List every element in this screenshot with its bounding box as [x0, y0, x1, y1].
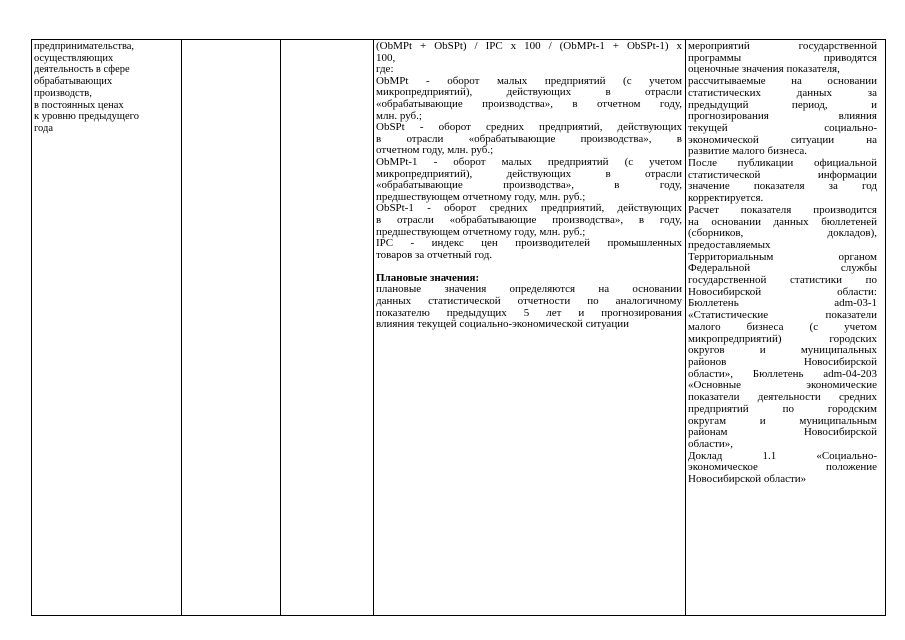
definition-line: «обрабатывающие производства», в отчетном году,: [376, 97, 682, 110]
text-line: в постоянных ценах: [34, 99, 124, 111]
data-table: [31, 39, 886, 616]
planned-line: данных статистической отчетности по аналогичному: [376, 295, 682, 308]
text-line: корректируется.: [688, 192, 764, 205]
definition-line: ObSPt - оборот средних предприятий, действующих: [376, 121, 682, 134]
definition-line: в отрасли «обрабатывающие производства», в: [376, 132, 682, 145]
definition-line: ObMPt - оборот малых предприятий (с учетом: [376, 74, 682, 87]
text-line: (сборников, докладов),: [688, 227, 877, 240]
text-line: области», Бюллетень adm-04-203: [688, 367, 877, 380]
text-line: Новосибирской области»: [688, 473, 807, 486]
text-line: государственной статистики по: [688, 274, 877, 287]
text-line: Федеральной службы: [688, 262, 877, 275]
planned-line: влияния текущей социально-экономической ситуации: [376, 318, 629, 331]
text-line: программы приводятся: [688, 51, 877, 64]
text-line: Новосибирской области:: [688, 285, 877, 298]
column-divider: [280, 40, 281, 615]
text-line: округам и муниципальным: [688, 414, 877, 427]
text-line: деятельность в сфере: [34, 64, 130, 76]
text-line: показатели деятельности средних: [688, 391, 877, 404]
text-line: «Статистические показатели: [688, 309, 877, 322]
definition-line: товаров за отчетный год.: [376, 248, 493, 261]
text-line: Расчет показателя производится: [688, 203, 877, 216]
text-line: производств,: [34, 87, 92, 99]
text-line: После публикации официальной: [688, 157, 877, 170]
text-line: рассчитываемые на основании: [688, 75, 877, 88]
text-line: малого бизнеса (с учетом: [688, 320, 877, 333]
text-line: на основании данных бюллетеней: [688, 215, 877, 228]
text-line: к уровню предыдущего: [34, 111, 139, 123]
definition-line: ObSPt-1 - оборот средних предприятий, действующих: [376, 202, 682, 215]
definition-line: предшествующем отчетному году, млн. руб.;: [376, 225, 586, 238]
text-line: оценочные значения показателя,: [688, 63, 840, 76]
text-line: предыдущий период, и: [688, 98, 877, 111]
text-line: года: [34, 122, 53, 134]
text-line: Бюллетень adm-03-1: [688, 297, 877, 310]
text-line: предприятий по городским: [688, 402, 877, 415]
text-line: «Основные экономические: [688, 379, 877, 392]
text-line: районам Новосибирской: [688, 426, 877, 439]
definition-line: млн. руб.;: [376, 109, 422, 122]
indicator-name-cell: [34, 41, 179, 135]
text-line: области»,: [688, 437, 734, 450]
formula-line: (ObMPt + ObSPt) / IPC x 100 / (ObMPt-1 + ObSPt-1) x: [376, 40, 682, 52]
text-line: значение показателя за год: [688, 180, 877, 193]
text-line: Территориальным органом: [688, 250, 877, 263]
text-line: текущей социально-: [688, 121, 877, 134]
planned-values-heading: Плановые значения:: [376, 271, 480, 284]
text-line: округов и муниципальных: [688, 344, 877, 357]
column-divider: [685, 40, 686, 615]
methodology-cell: [376, 41, 682, 331]
text-line: предпринимательства,: [34, 41, 135, 52]
definition-line: микропредприятий), действующих в отрасли: [376, 86, 682, 99]
text-line: микропредприятий) городских: [688, 332, 877, 345]
text-line: экономическое положение: [688, 461, 877, 474]
definition-line: отчетном году, млн. руб.;: [376, 144, 494, 157]
definition-line: в отрасли «обрабатывающие производства», в году,: [376, 213, 682, 226]
definition-line: IPC - индекс цен производителей промышленных: [376, 237, 682, 250]
text-line: районов Новосибирской: [688, 355, 877, 368]
text-line: статистической информации: [688, 168, 877, 181]
where-label: где:: [376, 63, 394, 76]
text-line: статистических данных за: [688, 86, 877, 99]
column-divider: [181, 40, 182, 615]
planned-line: плановые значения определяются на основании: [376, 283, 682, 296]
definition-line: ObMPt-1 - оборот малых предприятий (с учетом: [376, 155, 682, 168]
text-line: осуществляющих: [34, 52, 114, 64]
definition-line: предшествующем отчетному году, млн. руб.;: [376, 190, 586, 203]
formula-line: 100,: [376, 51, 396, 64]
data-source-cell: [688, 41, 877, 486]
text-line: экономической ситуации на: [688, 133, 877, 146]
text-line: Доклад 1.1 «Социально-: [688, 449, 877, 462]
text-line: прогнозирования влияния: [688, 110, 877, 123]
column-divider: [373, 40, 374, 615]
text-line: мероприятий государственной: [688, 40, 877, 52]
planned-line: показателю предыдущих 5 лет и прогнозирования: [376, 306, 682, 319]
definition-line: «обрабатывающие производства», в году,: [376, 179, 682, 192]
text-line: предоставляемых: [688, 238, 771, 251]
definition-line: микропредприятий), действующих в отрасли: [376, 167, 682, 180]
text-line: развитие малого бизнеса.: [688, 145, 807, 158]
text-line: обрабатывающих: [34, 76, 113, 88]
